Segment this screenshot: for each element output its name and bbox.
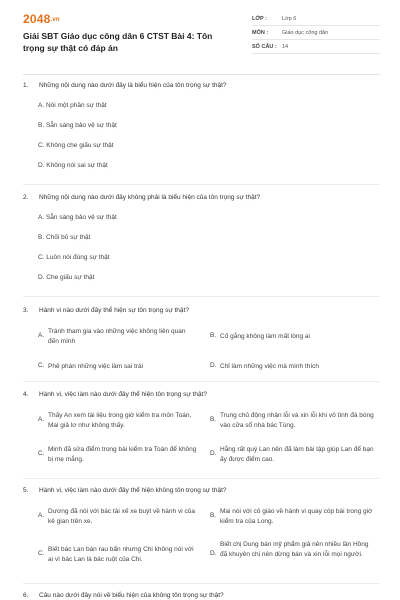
question-text: Hành vi, việc làm nào dưới đây thể hiện không tôn trọng sự thật? [39,487,227,494]
document-title: Giải SBT Giáo dục công dân 6 CTST Bài 4: Tôn trọng sự thật có đáp án [23,31,213,53]
question-divider [23,184,380,185]
question-divider [23,583,380,584]
answer-option-c[interactable] [38,362,208,372]
answer-option-a[interactable] [38,507,208,527]
option-text: Hằng rất quý Lan nên đã làm bài tập giúp Lan để bạn ấy được điểm cao. [220,446,374,463]
question-number: 5. [23,487,29,494]
question-text: Câu nào dưới đây nói về biểu hiện của không tôn trọng sự thật? [39,592,224,599]
question-text: Những nội dung nào dưới đây không phải là biểu hiện của tôn trọng sự thật? [39,194,261,201]
option-text: Dương đã nói với bác tài xế xe buýt về hành vi của kẻ gian trên xe. [48,508,195,525]
meta-key: LỚP : [252,15,267,22]
question-stem [23,391,207,398]
question-stem [23,82,227,89]
option-text: Phê phán những việc làm sai trái [48,363,144,370]
answer-option[interactable]: A. Nói một phần sự thật [38,102,107,109]
question-stem [23,307,189,314]
question-divider [23,381,380,382]
meta-key: MÔN : [252,29,269,36]
option-text: Cố gắng không làm mất lòng ai [220,333,310,340]
option-text: Chỉ làm những việc mà mình thích [220,363,320,370]
meta-value: Giáo dục công dân [282,29,329,36]
meta-row-subject [252,26,380,40]
option-text: Tránh tham gia vào những việc không liên quan đến mình [48,328,186,345]
option-letter: C. [38,362,45,369]
option-letter: C. [38,550,45,557]
option-letter: A. [38,512,45,519]
question-text: Hành vi, việc làm nào dưới đây thể hiện tôn trọng sự thật? [39,391,207,398]
question-text: Hành vi nào dưới đây thể hiện sự tôn trọng sự thật? [39,307,189,314]
question-divider [23,478,380,479]
question-divider [23,296,380,297]
option-text: Minh đã sửa điểm trong bài kiểm tra Toán để không bị mẹ mắng. [48,446,197,463]
answer-option[interactable]: C. Không che giấu sự thật [38,142,114,149]
question-number: 3. [23,307,29,314]
question-stem [23,487,227,494]
logo-suffix: .vn [50,16,60,23]
option-letter: B. [210,332,217,339]
answer-option-d[interactable] [210,540,382,560]
question-number: 1. [23,82,29,89]
logo-text: 2048 [23,12,51,26]
option-letter: D. [210,362,217,369]
option-letter: C. [38,450,45,457]
answer-option-d[interactable] [210,362,380,372]
site-logo[interactable] [23,12,60,26]
meta-value: 14 [282,43,289,50]
option-text: Trung chủ động nhận lỗi và xin lỗi khi vô tình đá bóng vào cửa sổ nhà bác Tùng. [220,412,374,429]
answer-option-a[interactable] [38,411,208,431]
header-divider [23,74,380,75]
answer-option[interactable]: B. Sẵn sàng bảo vệ sự thật [38,122,117,129]
answer-option-a[interactable] [38,327,208,347]
option-text: Mai nói với cô giáo về hành vi quay cóp bài trong giờ kiểm tra của Long. [220,508,373,525]
option-letter: A. [38,332,45,339]
answer-option[interactable]: D. Che giấu sự thật [38,274,95,281]
document-header [0,0,400,70]
question-stem [23,592,224,599]
answer-option-b[interactable] [210,332,380,342]
answer-option-b[interactable] [210,507,382,527]
question-text: Những nội dung nào dưới đây là biểu hiện của tôn trọng sự thật? [39,82,227,89]
option-text: Biết bác Lan bán rau bẩn nhưng Chi không nói với ai vì bác Lan là bác ruột của Chi. [48,546,194,563]
answer-option-c[interactable] [38,545,208,565]
question-stem [23,194,260,201]
option-text: Thấy An xem tài liệu trong giờ kiểm tra môn Toán, Mai giả lơ như không thấy. [48,412,192,429]
question-number: 6. [23,592,29,599]
meta-value: Lớp 6 [282,15,297,22]
meta-row-count [252,40,380,54]
option-letter: B. [210,512,217,519]
question-number: 4. [23,391,29,398]
answer-option[interactable]: C. Luôn nói đúng sự thật [38,254,110,261]
option-letter: A. [38,416,45,423]
answer-option[interactable]: D. Không nói sai sự thật [38,162,108,169]
answer-option-b[interactable] [210,411,382,431]
option-text: Biết chị Dung bán mỹ phẩm giả nên nhiều lần Hồng đã khuyên chị nên dừng bán và xin lỗi mọi người. [220,541,369,558]
option-letter: B. [210,416,217,423]
answer-option[interactable]: B. Chối bỏ sự thật [38,234,91,241]
meta-row-class [252,12,380,26]
answer-option-c[interactable] [38,445,208,465]
meta-key: SỐ CÂU : [252,43,277,50]
answer-option[interactable]: A. Sẵn sàng bảo vệ sự thật [38,214,117,221]
question-number: 2. [23,194,29,201]
option-letter: D. [210,450,217,457]
answer-option-d[interactable] [210,445,382,465]
option-letter: D. [210,550,217,557]
meta-table [252,12,380,54]
